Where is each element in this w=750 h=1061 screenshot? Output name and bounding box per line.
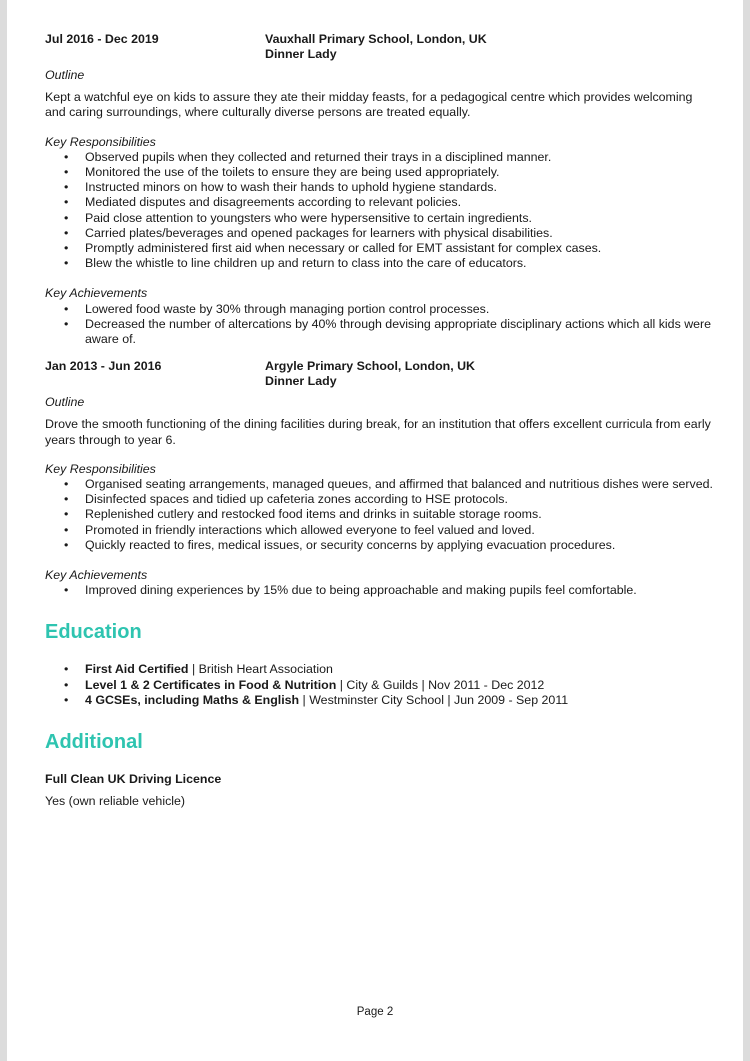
list-item: • Promptly administered first aid when necessary or called for EMT assistant for complex cases. (85, 241, 715, 256)
responsibilities-label: Key Responsibilities (45, 134, 156, 149)
list-item: • Observed pupils when they collected and returned their trays in a disciplined manner. (85, 150, 715, 165)
job-entry (45, 357, 715, 598)
list-item: • Decreased the number of altercations by 40% through devising appropriate disciplinary actions which all kids were aware of. (85, 317, 715, 347)
resume-page (7, 0, 743, 1061)
outline-text: Drove the smooth functioning of the dining facilities during break, for an institution that offers excellent curricula from early years through to year 6. (45, 417, 711, 447)
job-dates: Jul 2016 - Dec 2019 (45, 32, 159, 46)
achievements-list (45, 302, 715, 348)
additional-heading: Additional (45, 731, 143, 754)
list-item: • Carried plates/beverages and opened packages for learners with physical disabilities. (85, 226, 715, 241)
job-title: Dinner Lady (265, 374, 337, 389)
education-item (85, 678, 715, 693)
education-name: Level 1 & 2 Certificates in Food & Nutrition (85, 677, 337, 692)
education-list (45, 662, 715, 708)
responsibilities-label: Key Responsibilities (45, 461, 156, 476)
education-name: 4 GCSEs, including Maths & English (85, 692, 300, 707)
job-dates: Jan 2013 - Jun 2016 (45, 359, 162, 374)
resume-content (45, 30, 715, 810)
additional-text: Yes (own reliable vehicle) (45, 794, 186, 809)
job-employer: Argyle Primary School, London, UK (265, 359, 475, 374)
job-header (45, 357, 715, 389)
responsibilities-list (45, 477, 715, 553)
list-item: • Paid close attention to youngsters who were hypersensitive to certain ingredients. (85, 211, 715, 226)
education-name: First Aid Certified (85, 662, 189, 677)
responsibilities-list (45, 150, 715, 272)
job-entry (45, 30, 715, 347)
achievements-list (45, 583, 715, 598)
additional-subheading: Full Clean UK Driving Licence (45, 772, 222, 787)
education-item (85, 662, 715, 677)
outline-text: Kept a watchful eye on kids to assure they ate their midday feasts, for a pedagogical centre which provides welcoming and caring surroundings, where culturally diverse persons are treated equally. (45, 90, 693, 120)
list-item: • Mediated disputes and disagreements according to relevant policies. (85, 195, 715, 210)
list-item: • Lowered food waste by 30% through managing portion control processes. (85, 302, 715, 317)
list-item: • Organised seating arrangements, managed queues, and affirmed that balanced and nutritious dishes were served. (85, 477, 715, 492)
education-heading: Education (45, 621, 142, 644)
achievements-label: Key Achievements (45, 286, 148, 301)
list-item: • Blew the whistle to line children up and return to class into the care of educators. (85, 256, 715, 271)
list-item: • Quickly reacted to fires, medical issues, or security concerns by applying evacuation procedures. (85, 538, 715, 553)
job-header (45, 30, 715, 62)
list-item: • Disinfected spaces and tidied up cafeteria zones according to HSE protocols. (85, 492, 715, 507)
list-item: • Replenished cutlery and restocked food items and drinks in suitable storage rooms. (85, 507, 715, 522)
education-details: | City & Guilds | Nov 2011 - Dec 2012 (336, 677, 545, 692)
page-number: Page 2 (356, 1006, 394, 1018)
outline-label: Outline (45, 395, 85, 410)
achievements-label: Key Achievements (45, 568, 148, 583)
job-employer: Vauxhall Primary School, London, UK (265, 32, 487, 46)
education-details: | British Heart Association (188, 662, 333, 677)
list-item: • Improved dining experiences by 15% due to being approachable and making pupils feel comfortable. (85, 583, 715, 598)
outline-label: Outline (45, 68, 85, 82)
education-item (85, 693, 715, 708)
job-title: Dinner Lady (265, 47, 337, 61)
list-item: • Instructed minors on how to wash their hands to uphold hygiene standards. (85, 180, 715, 195)
education-details: | Westminster City School | Jun 2009 - Sep 2011 (299, 692, 569, 707)
list-item: • Monitored the use of the toilets to ensure they are being used appropriately. (85, 165, 715, 180)
list-item: • Promoted in friendly interactions which allowed everyone to feel valued and loved. (85, 523, 715, 538)
